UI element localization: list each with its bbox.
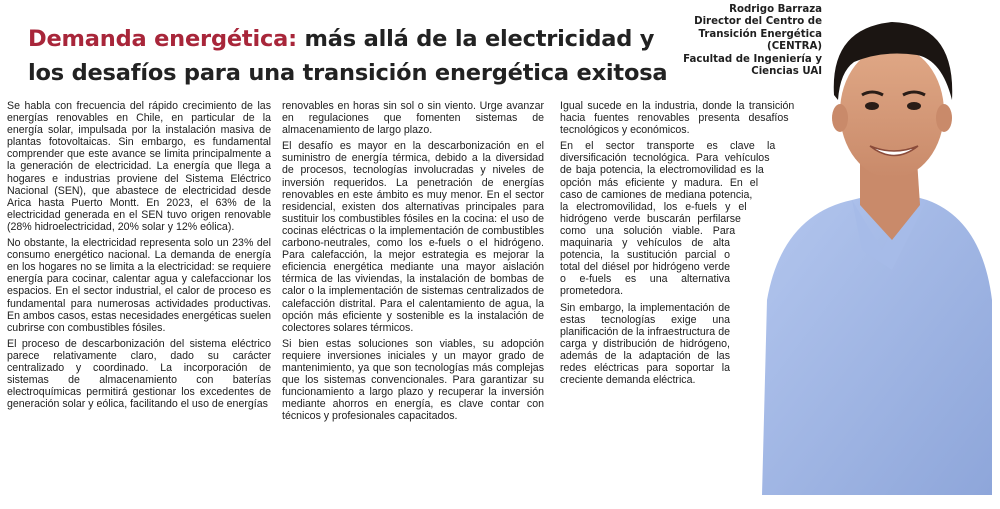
paragraph: Se habla con frecuencia del rápido crecimiento de las energías renovables en Chile, en particular de la energía solar, impulsada por la instalación masiva de plantas fotovoltaicas. Sin embargo, es fundamental comprender que este avance se limita principalmente a la generación de electricidad. La energía que llega a hogares e industrias proviene del Sistema Eléctrico Nacional (SEN), que abastece de electricidad desde Arica hasta Puerto Montt. En 2023, el 63% de la electricidad generada en el SEN tuvo origen renovable (28% hidroelectricidad, 20% solar y 12% eólica). [7, 100, 271, 233]
author-role-3: (CENTRA) [767, 41, 822, 53]
headline-rest: más allá de la electricidad y los desafíos para una transición energética exitosa [28, 26, 668, 86]
headline [28, 22, 668, 90]
paragraph: No obstante, la electricidad representa solo un 23% del consumo energético nacional. La demanda de energía en los hogares no se limita a la electricidad: se requiere energía para cocinar, calentar agua y calefaccionar los espacios. En el sector industrial, el calor de proceso es fundamental para numerosas actividades productivas. En ambos casos, estas necesidades energéticas suelen cubrirse con combustibles fósiles. [7, 237, 271, 334]
paragraph: El proceso de descarbonización del sistema eléctrico parece relativamente claro, dado su carácter centralizado y coordinado. La incorporación de sistemas de almacenamiento con baterías electroquímicas permitirá gestionar los excedentes de generación solar y eólica, facilitando el uso de energías [7, 337, 271, 411]
article-column-2 [282, 100, 544, 426]
paragraph: El desafío es mayor en la descarbonización en el suministro de energía térmica, debido a la diversidad de procesos, tecnologías involucradas y niveles de inversión requeridos. La penetración de energías renovables en este ámbito es muy menor. En el sector residencial, existen dos alternativas principales para sustituir los combustibles fósiles en la cocina: el uso de cocinas eléctricas o la implementación de combustibles carbono-neutrales, como los e-fuels o el hidrógeno. Para calefacción, la mejor estrategia es mejorar la eficiencia energética mediante una mayor aislación térmica de las viviendas, la instalación de bombas de calor o la implementación de sistemas centralizados de calefacción distrital. Para el calentamiento de agua, la opción más eficiente y sostenible es la instalación de colectores solares térmicos. [282, 140, 544, 334]
paragraph: Si bien estas soluciones son viables, su adopción requiere inversiones iniciales y un mayor grado de mantenimiento, ya que son tecnologías más complejas que los sistemas convencionales. Para garantizar su funcionamiento a largo plazo y recuperar la inversión mediante ahorros en energía, es clave contar con técnicos y profesionales capacitados. [282, 337, 544, 423]
paragraph: Igual sucede en la industria, donde la transición hacia fuentes renovables presenta desafíos tecnológicos y económicos. [560, 100, 795, 137]
author-name: Rodrigo Barraza [729, 4, 822, 15]
paragraph: Sin embargo, la implementación de estas tecnologías exige una planificación de la infraestructura de carga y distribución de hidrógeno, además de la adaptación de las redes eléctricas para soportar la creciente demanda eléctrica. [560, 301, 730, 387]
paragraph: En el sector transporte es clave la diversificación tecnológica. Para vehículos de baja potencia, la electromovilidad es la opción más eficiente y madura. En el caso de camiones de mediana potencia, la electromovilidad, los e-fuels y el hidrógeno verde buscarán perfilarse como una solución viable. Para maquinaria y vehículos de alta potencia, la sustitución parcial o total del diésel por hidrógeno verde o e-fuels es una alternativa prometedora. [560, 140, 776, 298]
author-role-2: Transición Energética [698, 28, 822, 40]
author-role-1: Director del Centro de [694, 16, 822, 28]
author-affiliation-1: Facultad de Ingeniería y [683, 53, 822, 65]
paragraph: renovables en horas sin sol o sin viento. Urge avanzar en regulaciones que fomenten sistemas de almacenamiento de largo plazo. [282, 100, 544, 137]
headline-highlight: Demanda energética: [28, 26, 297, 52]
article-column-3 [560, 100, 800, 470]
author-affiliation-2: Ciencias UAI [751, 66, 822, 78]
article-column-1 [7, 100, 271, 414]
